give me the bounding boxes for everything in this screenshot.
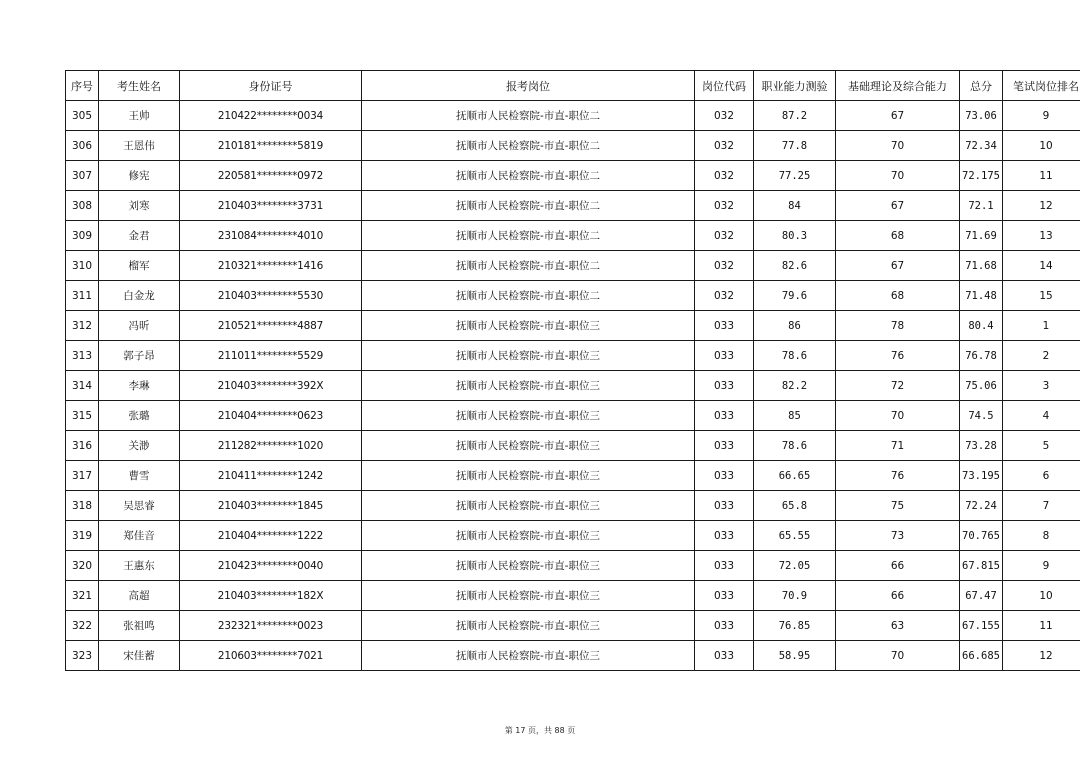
cell-post-code: 033 xyxy=(695,581,754,611)
cell-comprehensive-score: 71 xyxy=(836,431,960,461)
cell-comprehensive-score: 68 xyxy=(836,221,960,251)
cell-post-code: 032 xyxy=(695,161,754,191)
cell-written-rank: 4 xyxy=(1003,401,1080,431)
cell-written-rank: 11 xyxy=(1003,611,1080,641)
table-row xyxy=(66,641,1080,671)
cell-index: 317 xyxy=(66,461,99,491)
table-body xyxy=(66,101,1080,671)
header-candidate-name: 考生姓名 xyxy=(99,71,180,101)
cell-applied-post: 抚顺市人民检察院-市直-职位三 xyxy=(362,611,695,641)
cell-written-rank: 7 xyxy=(1003,491,1080,521)
cell-total-score: 70.765 xyxy=(960,521,1003,551)
cell-aptitude-score: 70.9 xyxy=(754,581,836,611)
cell-id-number: 211282********1020 xyxy=(180,431,362,461)
table-row xyxy=(66,251,1080,281)
cell-written-rank: 9 xyxy=(1003,101,1080,131)
cell-total-score: 66.685 xyxy=(960,641,1003,671)
cell-index: 321 xyxy=(66,581,99,611)
cell-index: 323 xyxy=(66,641,99,671)
cell-comprehensive-score: 70 xyxy=(836,161,960,191)
cell-index: 305 xyxy=(66,101,99,131)
cell-aptitude-score: 78.6 xyxy=(754,341,836,371)
cell-post-code: 033 xyxy=(695,341,754,371)
header-post-code: 岗位代码 xyxy=(695,71,754,101)
cell-aptitude-score: 77.8 xyxy=(754,131,836,161)
cell-id-number: 210403********182X xyxy=(180,581,362,611)
cell-aptitude-score: 79.6 xyxy=(754,281,836,311)
cell-candidate-name: 曹雪 xyxy=(99,461,180,491)
cell-index: 320 xyxy=(66,551,99,581)
cell-aptitude-score: 77.25 xyxy=(754,161,836,191)
cell-comprehensive-score: 67 xyxy=(836,251,960,281)
cell-applied-post: 抚顺市人民检察院-市直-职位三 xyxy=(362,641,695,671)
cell-aptitude-score: 84 xyxy=(754,191,836,221)
cell-id-number: 210404********0623 xyxy=(180,401,362,431)
cell-candidate-name: 白金龙 xyxy=(99,281,180,311)
table-row xyxy=(66,431,1080,461)
cell-index: 319 xyxy=(66,521,99,551)
cell-id-number: 210404********1222 xyxy=(180,521,362,551)
table-row xyxy=(66,341,1080,371)
cell-comprehensive-score: 75 xyxy=(836,491,960,521)
table-row xyxy=(66,101,1080,131)
cell-index: 322 xyxy=(66,611,99,641)
cell-applied-post: 抚顺市人民检察院-市直-职位三 xyxy=(362,311,695,341)
cell-post-code: 033 xyxy=(695,521,754,551)
cell-post-code: 032 xyxy=(695,101,754,131)
cell-candidate-name: 郑佳音 xyxy=(99,521,180,551)
cell-aptitude-score: 86 xyxy=(754,311,836,341)
cell-index: 312 xyxy=(66,311,99,341)
table-row xyxy=(66,371,1080,401)
cell-written-rank: 10 xyxy=(1003,131,1080,161)
cell-post-code: 033 xyxy=(695,641,754,671)
cell-comprehensive-score: 76 xyxy=(836,341,960,371)
cell-id-number: 210403********1845 xyxy=(180,491,362,521)
cell-index: 307 xyxy=(66,161,99,191)
cell-total-score: 72.34 xyxy=(960,131,1003,161)
cell-comprehensive-score: 78 xyxy=(836,311,960,341)
cell-post-code: 033 xyxy=(695,491,754,521)
cell-id-number: 210181********5819 xyxy=(180,131,362,161)
table-row xyxy=(66,131,1080,161)
cell-candidate-name: 李琳 xyxy=(99,371,180,401)
cell-applied-post: 抚顺市人民检察院-市直-职位二 xyxy=(362,221,695,251)
cell-post-code: 032 xyxy=(695,221,754,251)
cell-candidate-name: 王恩伟 xyxy=(99,131,180,161)
cell-candidate-name: 王惠东 xyxy=(99,551,180,581)
cell-comprehensive-score: 72 xyxy=(836,371,960,401)
cell-comprehensive-score: 67 xyxy=(836,191,960,221)
table-row xyxy=(66,401,1080,431)
cell-total-score: 80.4 xyxy=(960,311,1003,341)
table-row xyxy=(66,551,1080,581)
cell-aptitude-score: 87.2 xyxy=(754,101,836,131)
cell-index: 318 xyxy=(66,491,99,521)
table-row xyxy=(66,581,1080,611)
cell-written-rank: 12 xyxy=(1003,191,1080,221)
cell-index: 306 xyxy=(66,131,99,161)
cell-aptitude-score: 66.65 xyxy=(754,461,836,491)
cell-applied-post: 抚顺市人民检察院-市直-职位三 xyxy=(362,551,695,581)
cell-index: 309 xyxy=(66,221,99,251)
cell-written-rank: 1 xyxy=(1003,311,1080,341)
cell-post-code: 033 xyxy=(695,611,754,641)
cell-candidate-name: 张祖鸣 xyxy=(99,611,180,641)
cell-candidate-name: 高超 xyxy=(99,581,180,611)
cell-candidate-name: 宋佳蓄 xyxy=(99,641,180,671)
cell-post-code: 032 xyxy=(695,191,754,221)
cell-candidate-name: 修宪 xyxy=(99,161,180,191)
cell-post-code: 032 xyxy=(695,251,754,281)
table-row xyxy=(66,161,1080,191)
cell-id-number: 210521********4887 xyxy=(180,311,362,341)
cell-index: 310 xyxy=(66,251,99,281)
cell-written-rank: 2 xyxy=(1003,341,1080,371)
cell-written-rank: 3 xyxy=(1003,371,1080,401)
cell-aptitude-score: 65.55 xyxy=(754,521,836,551)
cell-aptitude-score: 78.6 xyxy=(754,431,836,461)
cell-id-number: 210403********392X xyxy=(180,371,362,401)
cell-index: 311 xyxy=(66,281,99,311)
cell-id-number: 231084********4010 xyxy=(180,221,362,251)
cell-comprehensive-score: 68 xyxy=(836,281,960,311)
header-aptitude-test: 职业能力测验 xyxy=(754,71,836,101)
cell-id-number: 220581********0972 xyxy=(180,161,362,191)
cell-comprehensive-score: 67 xyxy=(836,101,960,131)
cell-index: 308 xyxy=(66,191,99,221)
table-row xyxy=(66,491,1080,521)
table-row xyxy=(66,311,1080,341)
cell-total-score: 71.68 xyxy=(960,251,1003,281)
cell-candidate-name: 榴军 xyxy=(99,251,180,281)
cell-post-code: 033 xyxy=(695,371,754,401)
cell-written-rank: 11 xyxy=(1003,161,1080,191)
header-index: 序号 xyxy=(66,71,99,101)
cell-candidate-name: 金君 xyxy=(99,221,180,251)
cell-written-rank: 9 xyxy=(1003,551,1080,581)
cell-written-rank: 13 xyxy=(1003,221,1080,251)
cell-applied-post: 抚顺市人民检察院-市直-职位二 xyxy=(362,131,695,161)
cell-aptitude-score: 72.05 xyxy=(754,551,836,581)
cell-total-score: 76.78 xyxy=(960,341,1003,371)
cell-comprehensive-score: 76 xyxy=(836,461,960,491)
cell-index: 313 xyxy=(66,341,99,371)
header-total-score: 总分 xyxy=(960,71,1003,101)
cell-post-code: 032 xyxy=(695,131,754,161)
cell-total-score: 71.48 xyxy=(960,281,1003,311)
cell-total-score: 75.06 xyxy=(960,371,1003,401)
cell-candidate-name: 王帅 xyxy=(99,101,180,131)
cell-applied-post: 抚顺市人民检察院-市直-职位三 xyxy=(362,431,695,461)
cell-candidate-name: 郭子昂 xyxy=(99,341,180,371)
cell-total-score: 73.28 xyxy=(960,431,1003,461)
cell-candidate-name: 关渺 xyxy=(99,431,180,461)
cell-aptitude-score: 58.95 xyxy=(754,641,836,671)
cell-post-code: 033 xyxy=(695,431,754,461)
cell-written-rank: 12 xyxy=(1003,641,1080,671)
cell-applied-post: 抚顺市人民检察院-市直-职位三 xyxy=(362,521,695,551)
cell-candidate-name: 吴思睿 xyxy=(99,491,180,521)
cell-total-score: 73.195 xyxy=(960,461,1003,491)
table-row xyxy=(66,281,1080,311)
cell-written-rank: 14 xyxy=(1003,251,1080,281)
table-row xyxy=(66,191,1080,221)
table-row xyxy=(66,611,1080,641)
results-table xyxy=(65,70,1080,671)
cell-candidate-name: 冯昕 xyxy=(99,311,180,341)
cell-applied-post: 抚顺市人民检察院-市直-职位三 xyxy=(362,371,695,401)
cell-aptitude-score: 65.8 xyxy=(754,491,836,521)
cell-total-score: 67.155 xyxy=(960,611,1003,641)
header-id-number: 身份证号 xyxy=(180,71,362,101)
cell-applied-post: 抚顺市人民检察院-市直-职位二 xyxy=(362,191,695,221)
cell-aptitude-score: 82.2 xyxy=(754,371,836,401)
cell-post-code: 032 xyxy=(695,281,754,311)
cell-comprehensive-score: 70 xyxy=(836,131,960,161)
cell-total-score: 72.1 xyxy=(960,191,1003,221)
cell-id-number: 232321********0023 xyxy=(180,611,362,641)
cell-total-score: 67.47 xyxy=(960,581,1003,611)
cell-post-code: 033 xyxy=(695,401,754,431)
table-row xyxy=(66,461,1080,491)
cell-total-score: 71.69 xyxy=(960,221,1003,251)
cell-comprehensive-score: 70 xyxy=(836,401,960,431)
cell-written-rank: 15 xyxy=(1003,281,1080,311)
cell-applied-post: 抚顺市人民检察院-市直-职位二 xyxy=(362,281,695,311)
cell-index: 316 xyxy=(66,431,99,461)
cell-aptitude-score: 82.6 xyxy=(754,251,836,281)
cell-id-number: 211011********5529 xyxy=(180,341,362,371)
cell-id-number: 210603********7021 xyxy=(180,641,362,671)
cell-applied-post: 抚顺市人民检察院-市直-职位三 xyxy=(362,581,695,611)
cell-candidate-name: 张璐 xyxy=(99,401,180,431)
cell-applied-post: 抚顺市人民检察院-市直-职位三 xyxy=(362,401,695,431)
cell-comprehensive-score: 73 xyxy=(836,521,960,551)
cell-applied-post: 抚顺市人民检察院-市直-职位三 xyxy=(362,461,695,491)
cell-index: 314 xyxy=(66,371,99,401)
cell-post-code: 033 xyxy=(695,311,754,341)
cell-aptitude-score: 80.3 xyxy=(754,221,836,251)
cell-applied-post: 抚顺市人民检察院-市直-职位二 xyxy=(362,251,695,281)
cell-id-number: 210403********5530 xyxy=(180,281,362,311)
cell-comprehensive-score: 66 xyxy=(836,581,960,611)
header-written-rank: 笔试岗位排名 xyxy=(1003,71,1080,101)
cell-index: 315 xyxy=(66,401,99,431)
table-header-row xyxy=(66,71,1080,101)
cell-applied-post: 抚顺市人民检察院-市直-职位二 xyxy=(362,161,695,191)
cell-id-number: 210321********1416 xyxy=(180,251,362,281)
cell-comprehensive-score: 70 xyxy=(836,641,960,671)
cell-total-score: 72.24 xyxy=(960,491,1003,521)
cell-written-rank: 6 xyxy=(1003,461,1080,491)
cell-candidate-name: 刘寒 xyxy=(99,191,180,221)
cell-comprehensive-score: 66 xyxy=(836,551,960,581)
page-number: 第 17 页，共 88 页 xyxy=(504,726,576,735)
cell-total-score: 73.06 xyxy=(960,101,1003,131)
cell-aptitude-score: 76.85 xyxy=(754,611,836,641)
cell-comprehensive-score: 63 xyxy=(836,611,960,641)
cell-id-number: 210403********3731 xyxy=(180,191,362,221)
header-applied-post: 报考岗位 xyxy=(362,71,695,101)
cell-post-code: 033 xyxy=(695,461,754,491)
cell-id-number: 210422********0034 xyxy=(180,101,362,131)
cell-aptitude-score: 85 xyxy=(754,401,836,431)
table-row xyxy=(66,521,1080,551)
cell-id-number: 210423********0040 xyxy=(180,551,362,581)
cell-written-rank: 5 xyxy=(1003,431,1080,461)
cell-applied-post: 抚顺市人民检察院-市直-职位二 xyxy=(362,101,695,131)
cell-total-score: 72.175 xyxy=(960,161,1003,191)
table-row xyxy=(66,221,1080,251)
cell-written-rank: 10 xyxy=(1003,581,1080,611)
cell-total-score: 74.5 xyxy=(960,401,1003,431)
cell-applied-post: 抚顺市人民检察院-市直-职位三 xyxy=(362,491,695,521)
cell-written-rank: 8 xyxy=(1003,521,1080,551)
cell-total-score: 67.815 xyxy=(960,551,1003,581)
header-comprehensive-ability: 基础理论及综合能力 xyxy=(836,71,960,101)
cell-id-number: 210411********1242 xyxy=(180,461,362,491)
cell-post-code: 033 xyxy=(695,551,754,581)
cell-applied-post: 抚顺市人民检察院-市直-职位三 xyxy=(362,341,695,371)
